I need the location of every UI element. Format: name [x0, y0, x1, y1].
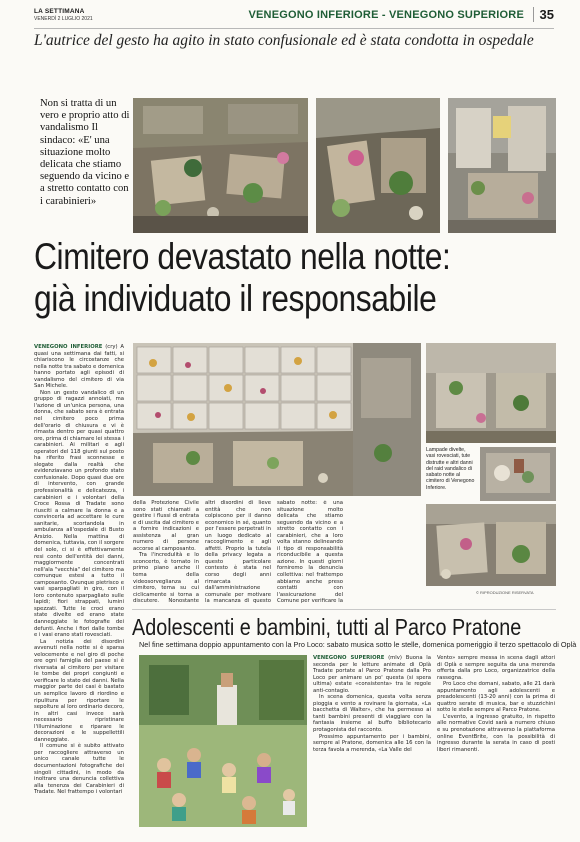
article1-column-3	[205, 500, 271, 604]
paragraph: L'evento, a ingresso gratuito, in rispetto alle normative Covid sarà a numero chiuso e su prenotazione attraverso la piattaforma online EventBrite, con la possibilità di ingresso durante la serata in caso di posti liberi rimanenti.	[437, 713, 555, 753]
paragraph: Buona la seconda per le letture animate di Oplà Tradate portate al Parco Pratone dalla Pro Loco per animare un po' questa (si spera ultima) estate «consistenta» tra le regole anti-contagio.	[313, 655, 431, 694]
photo-caption: Lampade divelte, vasi rovesciati, tute distrutte e altri danni del raid vandalico di sabato notte al cimitero di Venegono Inferiore.	[426, 447, 475, 491]
paragraph: Pro Loco che domani, sabato, alle 21 darà appuntamento agli adolescenti e preadolescenti (13-20 anni) con la prima di quattro serate di musica, bar e stuzzichini sotto le stelle sempre al Parco Pratone.	[437, 681, 555, 714]
article2-deck: Nel fine settimana doppio appuntamento con la Pro Loco: sabato musica sotto le stelle, domenica pomeriggio il terzo spettacolo di Oplà	[139, 640, 577, 649]
paragraph: A quasi una settimana dai fatti, si chiariscono le circostanze che nella notte tra sabato e domenica hanno portato agli episodi di vandalismo del cimitero di via San Michele.	[34, 344, 124, 390]
paragraph: della Protezione Civile sono stati chiamati a gestire i flussi di entrata e di uscita dal cimitero e a fornire indicazioni e assistenza al gran numero di persone accorse al camposanto.	[133, 500, 199, 552]
park-photo	[139, 655, 307, 827]
graves-photo	[426, 343, 556, 443]
cemetery-photo-2	[316, 98, 440, 233]
masthead	[34, 6, 554, 29]
headline-line-2: già individuato il responsabile	[34, 278, 437, 319]
article-divider	[132, 609, 556, 610]
article2-lead-place: VENEGONO SUPERIORE	[313, 655, 385, 661]
photo-credit: © RIPRODUZIONE RISERVATA	[476, 590, 534, 595]
paragraph: Vento» sempre messa in scena dagli attori di Oplà e sempre seguita da una merenda offerta dalla pro Loco, organizzatrice della rassegna.	[437, 655, 555, 681]
paper-name: LA SETTIMANA	[34, 8, 85, 15]
article-kicker: L'autrice del gesto ha agito in stato confusionale ed è stata condotta in ospedale	[34, 32, 534, 49]
paragraph: Il comune si è subito attivato per raccogliere attraverso un unico canale tutte le documentazioni fotografiche dei singoli cittadini, in modo da inoltrare una denuncia collettiva alla tenenza dei Carabinieri di Tradate. Nel frattempo i volontari	[34, 743, 124, 796]
paragraph: Non un gesto vandalico di un gruppo di ragazzi annoiati, ma l'azione di un'unica persona, una donna, che sabato sera è entrata nel cimitero poco prima dell'orario di chiusura e vi è rimasta dentro per quasi quattro ore, prima di chiamare lei stessa i carabinieri. Ai militari e agli operatori del 118 giunti sul posto ha riferito frasi sconnesse e slegate dalla realtà che evidenziavano un profondo stato confusionale. Dopo quasi due ore di intervento, con grande professionalità e delicatezza, i carabinieri e i volontari della Croce Rossa di Tradate sono riusciti a calmare la donna e a convincerla ad accettare le cure sanitarie, scortandola in ambulanza all'ospedale di Busto Arsizio. Nella mattina di domenica, tuttavia, con il sorgere del sole, ci si è effettivamente resi conto dell'entità dei danni, maggiormente concentrati nell'ala "vecchia" del cimitero ma comunque estesi a tutto il camposanto. Ovunque pietrisco e vasi sparpagliati in giro, con il loro contenuto sparpagliato sulle lapidi; fiori strappati, lumini spezzati. Tutte le croci erano state divelte ed erano state danneggiate le fotografie dei defunti. Anche i fiori dalle tombe e i vasi erano stati rovesciati.	[34, 389, 124, 639]
article2-author: (mlv)	[388, 655, 402, 661]
cemetery-photo-1	[133, 98, 308, 233]
main-headline	[34, 236, 481, 320]
author-tag: (cry)	[105, 344, 118, 350]
article2-column-1	[313, 655, 431, 827]
damaged-tomb-photo	[426, 504, 556, 586]
paragraph: Tra l'incredulità e lo sconcerto, è tornato in primo piano anche il tema della videosorveglianza al cimitero, tema su cui ciclicamente si torna a discutere. Nonostante	[133, 552, 199, 604]
pull-quote: Non si tratta di un vero e proprio atto di vandalismo Il sindaco: «E' una situazione molto delicata che stiamo seguendo da vicino e a stretto contatto con i carabinieri»	[40, 98, 130, 207]
paper-info	[34, 8, 93, 22]
lead-place: VENEGONO INFERIORE	[34, 344, 103, 350]
broken-vase-photo	[480, 447, 556, 501]
headline-line-1: Cimitero devastato nella notte:	[34, 236, 451, 277]
article1-column-1	[34, 344, 124, 829]
article2-column-2	[437, 655, 555, 827]
article2-headline: Adolescenti e bambini, tutti al Parco Pratone	[132, 614, 522, 640]
paragraph: Prossimo appuntamento per i bambini, sempre al Pratone, domenica alle 16 con la terza favola a merenda, «La Valle del	[313, 733, 431, 753]
issue-date: VENERDÌ 2 LUGLIO 2021	[34, 16, 93, 22]
article1-column-4	[277, 500, 343, 604]
section-title: VENEGONO INFERIORE - VENEGONO SUPERIORE	[248, 9, 524, 21]
cemetery-photo-3	[448, 98, 556, 233]
paragraph: sabato notte: è una situazione molto delicata che stiamo seguendo da vicino e a stretto contatto con i carabinieri, che a loro volta stanno delineando il tipo di responsabilità riconducibile a questa azione. In questi giorni forniremo la denuncia collettiva: nel frattempo abbiamo anche preso contatti con l'assicurazione del Comune per verificare la	[277, 500, 343, 604]
paragraph: La notizia dei disordini avvenuti nella notte si è sparsa velocemente e nel giro di poche ore ogni famiglia del paese si è riversata al cimitero per visitare le tombe dei propri congiunti e verificare lo stato dei danni. Nella maggior parte dei casi è bastato un semplice lavoro di riordino e ripulitura per riportare le sepolture al loro ordinario decoro, in altri casi invece sarà necessario ripristinare l'illuminazione e riparare le decorazioni e le suppellettili danneggiate.	[34, 638, 124, 743]
paragraph: In scena domenica, questa volta senza pioggia e vento a rovinare la giornata, «La bacchetta di Walter», che ha permesso ai tanti bambini presenti di viaggiare con la fantasia insieme al buffo bibliotecario protagonista del racconto.	[313, 694, 431, 734]
paragraph: altri disordini di lieve entità che non colpiscono per il danno economico in sé, quanto per l'essere perpetrati in un luogo dedicato al raccoglimento e agli affetti. Proprio la tutela della privacy legata a questo particolare contesto è stata nel corso degli anni rimarcata dall'amministrazione comunale per motivare la mancanza di questo	[205, 500, 271, 604]
article1-column-2	[133, 500, 199, 604]
page-number: 35	[533, 7, 554, 22]
cemetery-wall-photo	[133, 343, 421, 496]
